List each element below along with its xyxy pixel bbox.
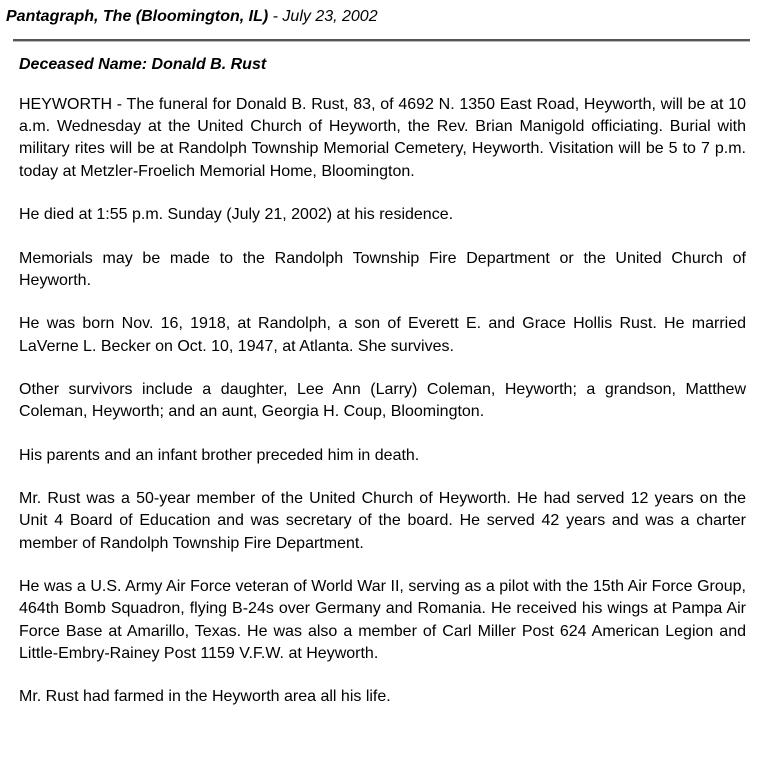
obituary-paragraph-birth: He was born Nov. 16, 1918, at Randolph, a son of Everett E. and Grace Hollis Rust. He married LaVerne L. Becker on Oct. 10, 1947, at Atlanta. She survives. xyxy=(19,315,746,355)
publication-date: July 23, 2002 xyxy=(282,8,378,25)
obituary-paragraph-death: He died at 1:55 p.m. Sunday (July 21, 2002) at his residence. xyxy=(19,206,454,224)
obituary-paragraph-survivors: Other survivors include a daughter, Lee Ann (Larry) Coleman, Heyworth; a grandson, Matthew Coleman, Heyworth; and an aunt, Georgia H. Coup, Bloomington. xyxy=(19,381,746,421)
header-separator: - xyxy=(268,8,283,25)
obituary-paragraph-memorials: Memorials may be made to the Randolph Township Fire Department or the United Church of Heyworth. xyxy=(19,249,746,289)
publication-header xyxy=(6,7,378,27)
obituary-body xyxy=(19,94,746,730)
publication-name: Pantagraph, The (Bloomington, IL) xyxy=(6,8,269,25)
deceased-name-heading: Deceased Name: Donald B. Rust xyxy=(19,56,267,73)
obituary-paragraph-farming: Mr. Rust had farmed in the Heyworth area all his life. xyxy=(19,688,391,706)
header-divider xyxy=(13,39,750,42)
obituary-paragraph-funeral: HEYWORTH - The funeral for Donald B. Rust, 83, of 4692 N. 1350 East Road, Heyworth, will be at 10 a.m. Wednesday at the United Church of Heyworth, the Rev. Brian Manigold officiating. Burial with military rites will be at Randolph Township Memorial Cemetery, Heyworth. Visitation will be 5 to 7 p.m. today at Metzler-Froelich Memorial Home, Bloomington. xyxy=(19,96,746,180)
obituary-paragraph-membership: Mr. Rust was a 50-year member of the United Church of Heyworth. He had served 12 years on the Unit 4 Board of Education and was secretary of the board. He served 42 years and was a charter member of Randolph Township Fire Department. xyxy=(19,490,746,552)
obituary-paragraph-military: He was a U.S. Army Air Force veteran of World War II, serving as a pilot with the 15th Air Force Group, 464th Bomb Squadron, flying B-24s over Germany and Romania. He received his wings at Pampa Air Force Base at Amarillo, Texas. He was also a member of Carl Miller Post 624 American Legion and Little-Embry-Rainey Post 1159 V.F.W. at Heyworth. xyxy=(19,578,746,662)
obituary-paragraph-preceded: His parents and an infant brother preceded him in death. xyxy=(19,446,420,464)
